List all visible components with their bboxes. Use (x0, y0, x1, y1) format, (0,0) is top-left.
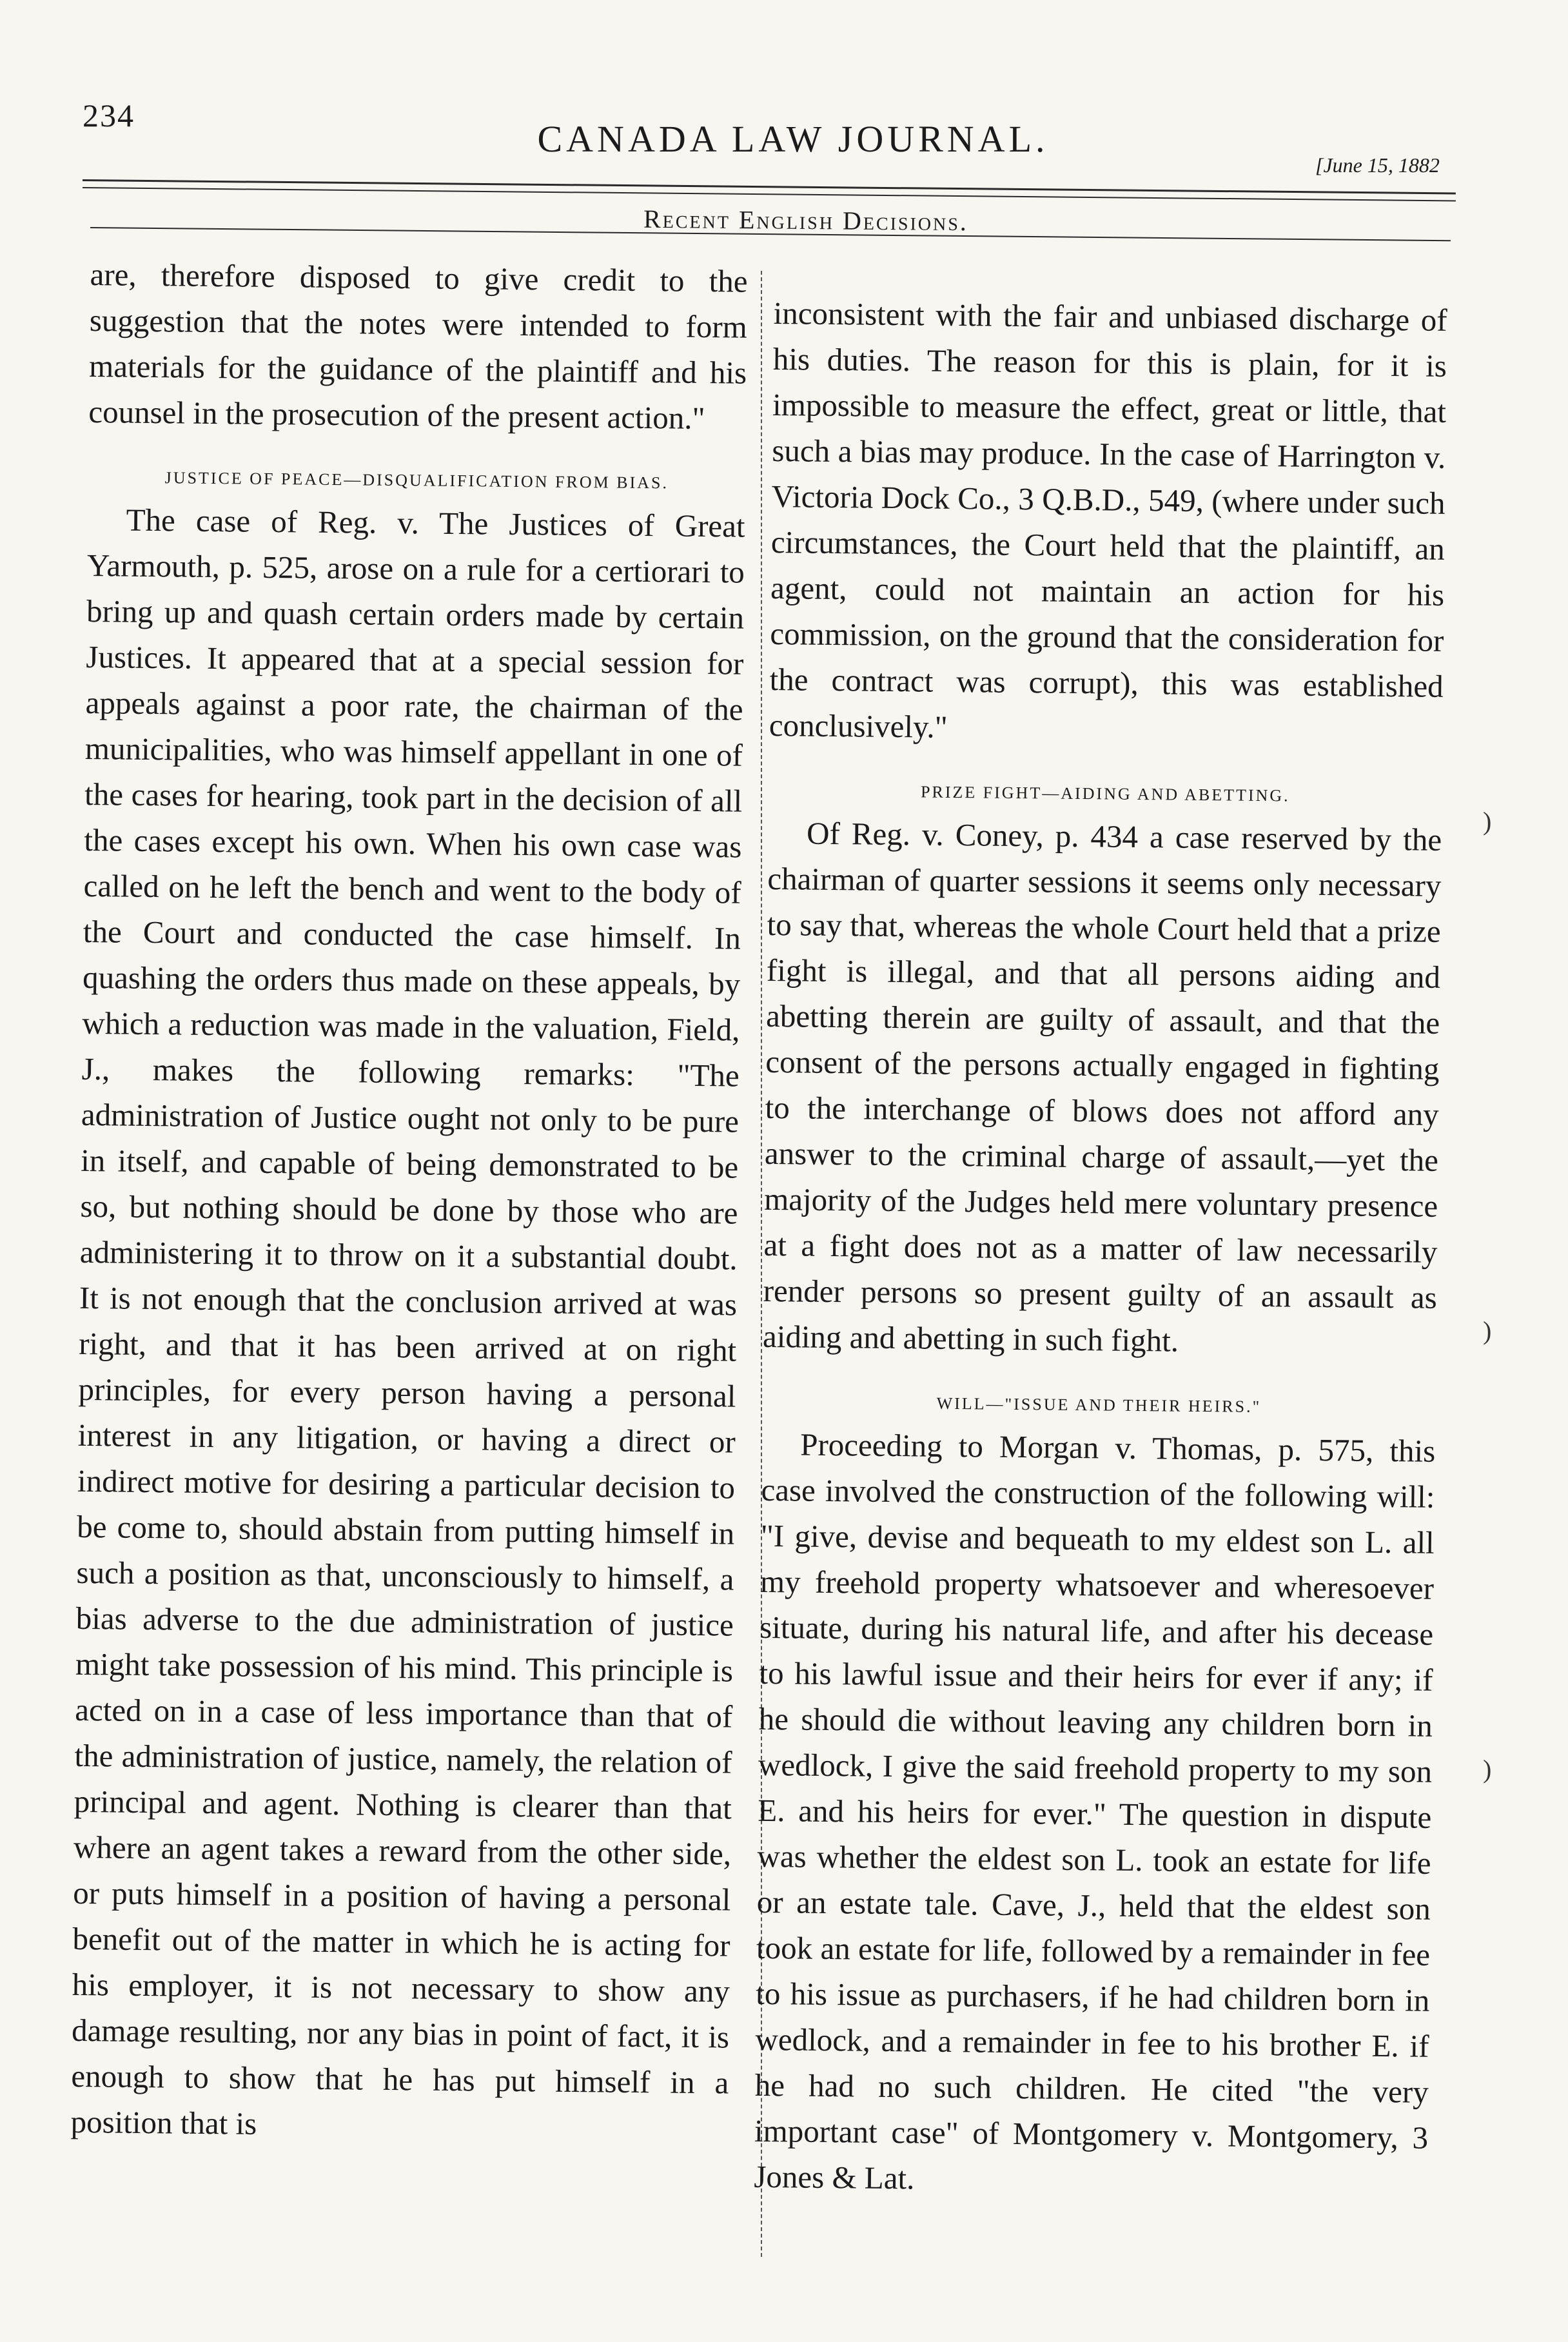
issue-date: [June 15, 1882 (1315, 153, 1440, 177)
journal-title: CANADA LAW JOURNAL. (537, 118, 1049, 160)
header-rule-top-second (83, 187, 1456, 201)
header-rule-top (83, 179, 1456, 194)
intro-paragraph: are, therefore disposed to give credit to the suggestion that the notes were intended to form materials for the guidance of the plaintiff and his counsel in the prosecution of the present action." (88, 256, 748, 436)
margin-mark: ) (1483, 807, 1492, 836)
margin-mark: ) (1483, 1755, 1492, 1784)
page-number: 234 (83, 97, 135, 133)
margin-mark: ) (1483, 1316, 1492, 1345)
right-column (754, 290, 1447, 2207)
continuation-paragraph: inconsistent with the fair and unbiased discharge of his duties. The reason for this is plain, for it is impossible to measure the effect, great or little, that such a bias may produce. In the case of Harrington v. Victoria Dock Co., 3 Q.B.D., 549, (where under such circumstances, the Court held that the plaintiff, an agent, could not maintain an action for his commission, on the ground that the consideration for the contract was corrupt), this was established conclusively." (769, 295, 1447, 745)
case-heading-justice-bias: JUSTICE OF PEACE—DISQUALIFICATION FROM BIAS. (164, 468, 669, 493)
case-paragraph-coney: Of Reg. v. Coney, p. 434 a case reserved by the chairman of quarter sessions it seems only necessary to say that, whereas the whole Court held that a prize fight is illegal, and that all persons aiding and abetting therein are guilty of assault, and that the consent of the persons actually engaged in fighting to the interchange of blows does not afford any answer to the criminal charge of assault,—yet the majority of the Judges held mere voluntary presence at a fight does not as a matter of law necessarily render persons so present guilty of an assault as aiding and abetting in such fight. (762, 815, 1442, 1359)
case-paragraph-great-yarmouth: The case of Reg. v. The Justices of Great Yarmouth, p. 525, arose on a rule for a certiorari to bring up and quash certain orders made by certain Justices. It appeared that at a special session for appeals against a poor rate, the chairman of the municipalities, who was himself appellant in one of the cases for hearing, took part in the decision of all the cases except his own. When his own case was called on he left the bench and went to the body of the Court and conducted the case himself. In quashing the orders thus made on these appeals, by which a reduction was made in the valuation, Field, J., makes the following remarks: "The administration of Justice ought not only to be pure in itself, and capable of being demonstrated to be so, but nothing should be done by those who are administering it to throw on it a substantial doubt. It is not enough that the conclusion arrived at was right, and that it has been arrived at on right principles, for every person having a personal interest in any litigation, or having a direct or indirect motive for desiring a particular decision to be come to, should abstain from putting himself in such a position as that, unconsciously to himself, a bias adverse to the due administration of justice might take possession of his mind. This principle is acted on in a case of less importance than that of the administration of justice, namely, the relation of principal and agent. Nothing is clearer than that where an agent takes a reward from the other side, or puts himself in a position of having a personal benefit out of the matter in which he is acting for his employer, it is not necessary to show any damage resulting, nor any bias in point of fact, it is enough to show that he has put himself in a position that is (70, 502, 745, 2141)
case-heading-will: WILL—"ISSUE AND THEIR HEIRS." (936, 1393, 1262, 1417)
left-column (70, 251, 748, 2152)
case-heading-prize-fight: PRIZE FIGHT—AIDING AND ABETTING. (920, 782, 1290, 805)
section-heading: Recent English Decisions. (643, 204, 969, 237)
case-paragraph-morgan-thomas: Proceeding to Morgan v. Thomas, p. 575, this case involved the construction of the following will: "I give, devise and bequeath to my eldest son L. all my freehold property whatsoever and wheresoever situate, during his natural life, and after his decease to his lawful issue and their heirs for ever if any; if he should die without leaving any children born in wedlock, I give the said freehold property to my son E. and his heirs for ever." The question in dispute was whether the eldest son L. took an estate for life or an estate tale. Cave, J., held that the eldest son took an estate for life, followed by a remainder in fee to his issue as purchasers, if he had children born in wedlock, and a remainder in fee to his brother E. if he had no such children. He cited "the very important case" of Montgomery v. Montgomery, 3 Jones & Lat. (754, 1426, 1436, 2196)
